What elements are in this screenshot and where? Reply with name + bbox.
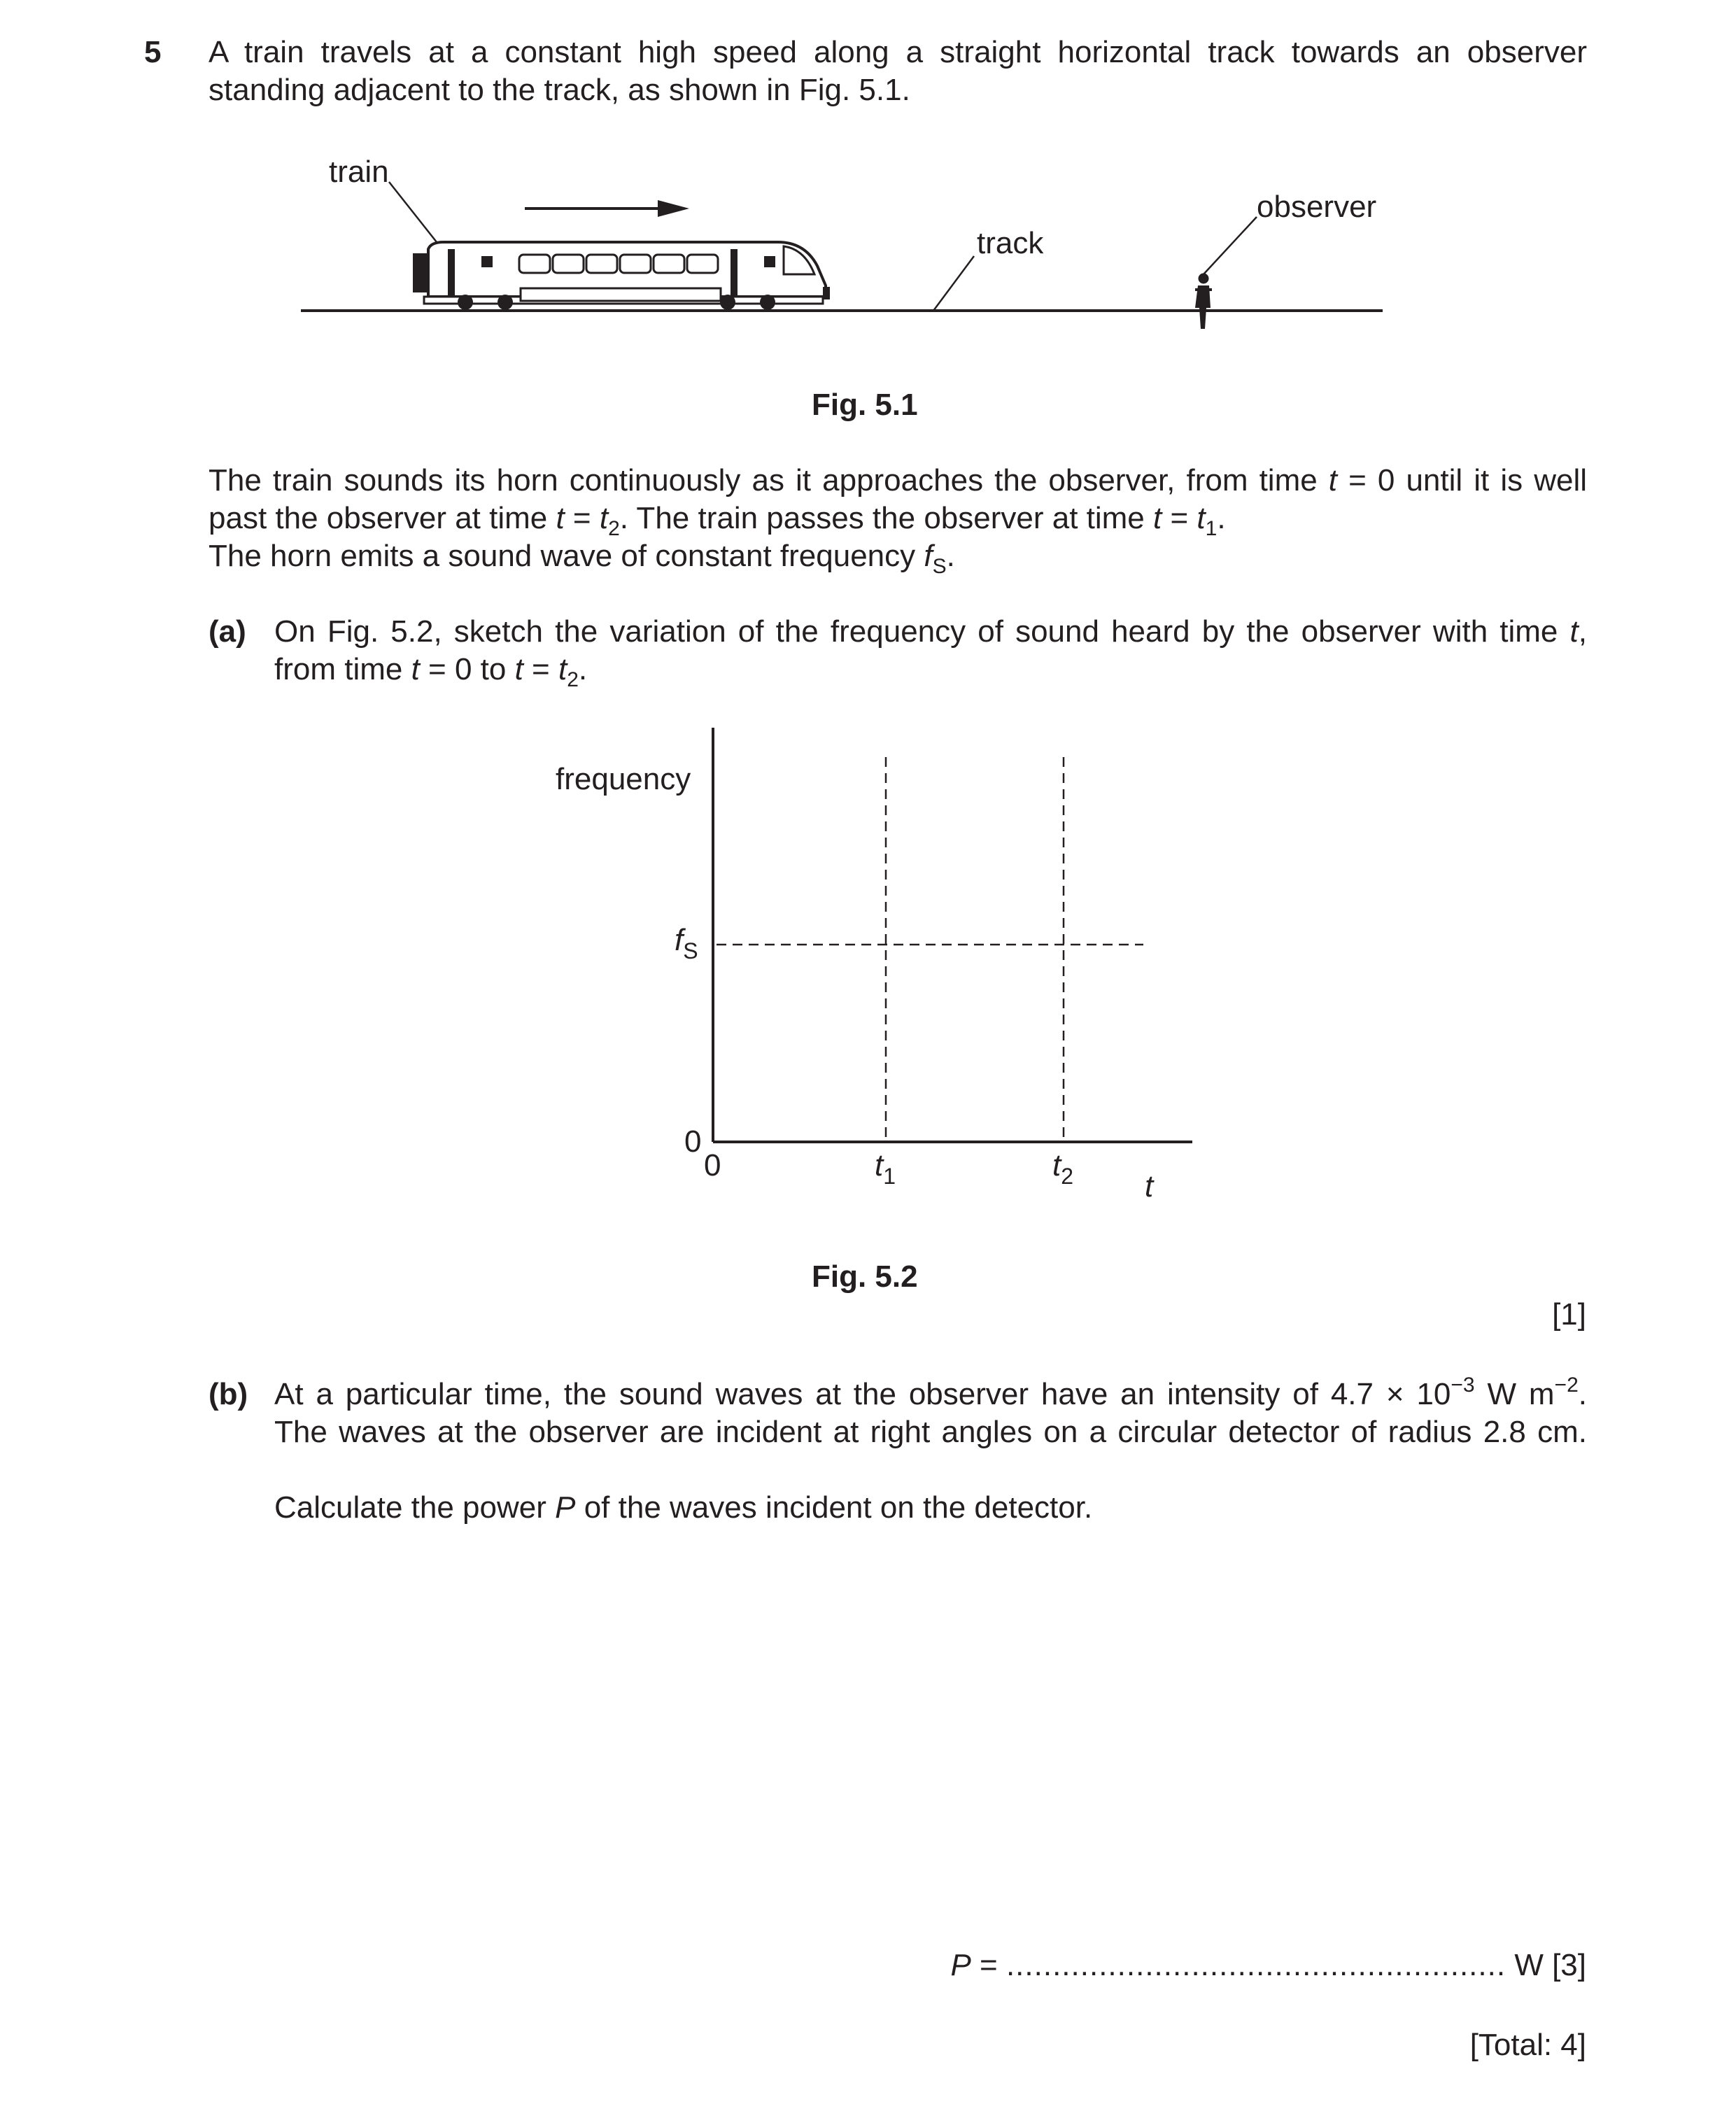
frequency-time-graph bbox=[0, 714, 1736, 1231]
part-a-line-1: On Fig. 5.2, sketch the variation of the frequency of sound heard by the observer with time t, bbox=[274, 614, 1587, 649]
question-number: 5 bbox=[144, 35, 162, 69]
train-pointer bbox=[389, 182, 437, 242]
t1-label: $t_1$ bbox=[875, 1148, 896, 1189]
x-axis-label: t bbox=[1145, 1169, 1154, 1203]
answer-field[interactable]: ...................................................... bbox=[1005, 1948, 1506, 1982]
question-intro-line-1: A train travels at a constant high speed along a straight horizontal track towards an observer bbox=[209, 35, 1587, 69]
x-origin-label: 0 bbox=[704, 1148, 721, 1182]
part-a-label: (a) bbox=[209, 614, 246, 649]
part-a-marks: [1] bbox=[1552, 1297, 1586, 1332]
y-axis-label: frequency bbox=[556, 762, 691, 796]
part-b-line-1: At a particular time, the sound waves at the observer have an intensity of $4.7 \times 10^{-3}$ W $m^{-2}$. bbox=[274, 1374, 1587, 1411]
part-b-label: (b) bbox=[209, 1377, 248, 1411]
description-line-3: The horn emits a sound wave of constant frequency $f_S$. bbox=[209, 539, 955, 578]
fig-5-2-caption: Fig. 5.2 bbox=[812, 1259, 918, 1294]
train-label: train bbox=[329, 155, 389, 189]
t2-label: $t_2$ bbox=[1052, 1148, 1074, 1189]
question-intro-line-2: standing adjacent to the track, as shown in Fig. 5.1. bbox=[209, 73, 910, 107]
part-a-line-2: from time t = 0 to $t = t_2$. bbox=[274, 652, 588, 691]
train-icon bbox=[413, 242, 830, 304]
description-line-1: The train sounds its horn continuously as it approaches the observer, from time t = 0 until it is well bbox=[209, 463, 1587, 497]
observer-pointer bbox=[1204, 217, 1257, 274]
observer-icon bbox=[1195, 274, 1212, 329]
part-b-line-2: The waves at the observer are incident at right angles on a circular detector of radius 2.8 cm. bbox=[274, 1415, 1587, 1449]
answer-line: P = ...................................................... W [3] bbox=[950, 1948, 1586, 1982]
total-marks: [Total: 4] bbox=[1469, 2028, 1586, 2062]
track-label: track bbox=[977, 226, 1044, 260]
track-pointer bbox=[933, 256, 974, 311]
y-origin-label: 0 bbox=[684, 1124, 702, 1159]
description-line-2: past the observer at time $t = t_2$. The train passes the observer at time $t = t_1$. bbox=[209, 501, 1226, 540]
fig-5-1-caption: Fig. 5.1 bbox=[812, 388, 918, 422]
motion-arrow-head bbox=[658, 200, 689, 217]
train-diagram bbox=[0, 0, 1736, 434]
observer-label: observer bbox=[1257, 190, 1377, 224]
fs-label: $f_S$ bbox=[675, 923, 698, 963]
part-b-line-3: Calculate the power P of the waves incident on the detector. bbox=[274, 1490, 1093, 1525]
